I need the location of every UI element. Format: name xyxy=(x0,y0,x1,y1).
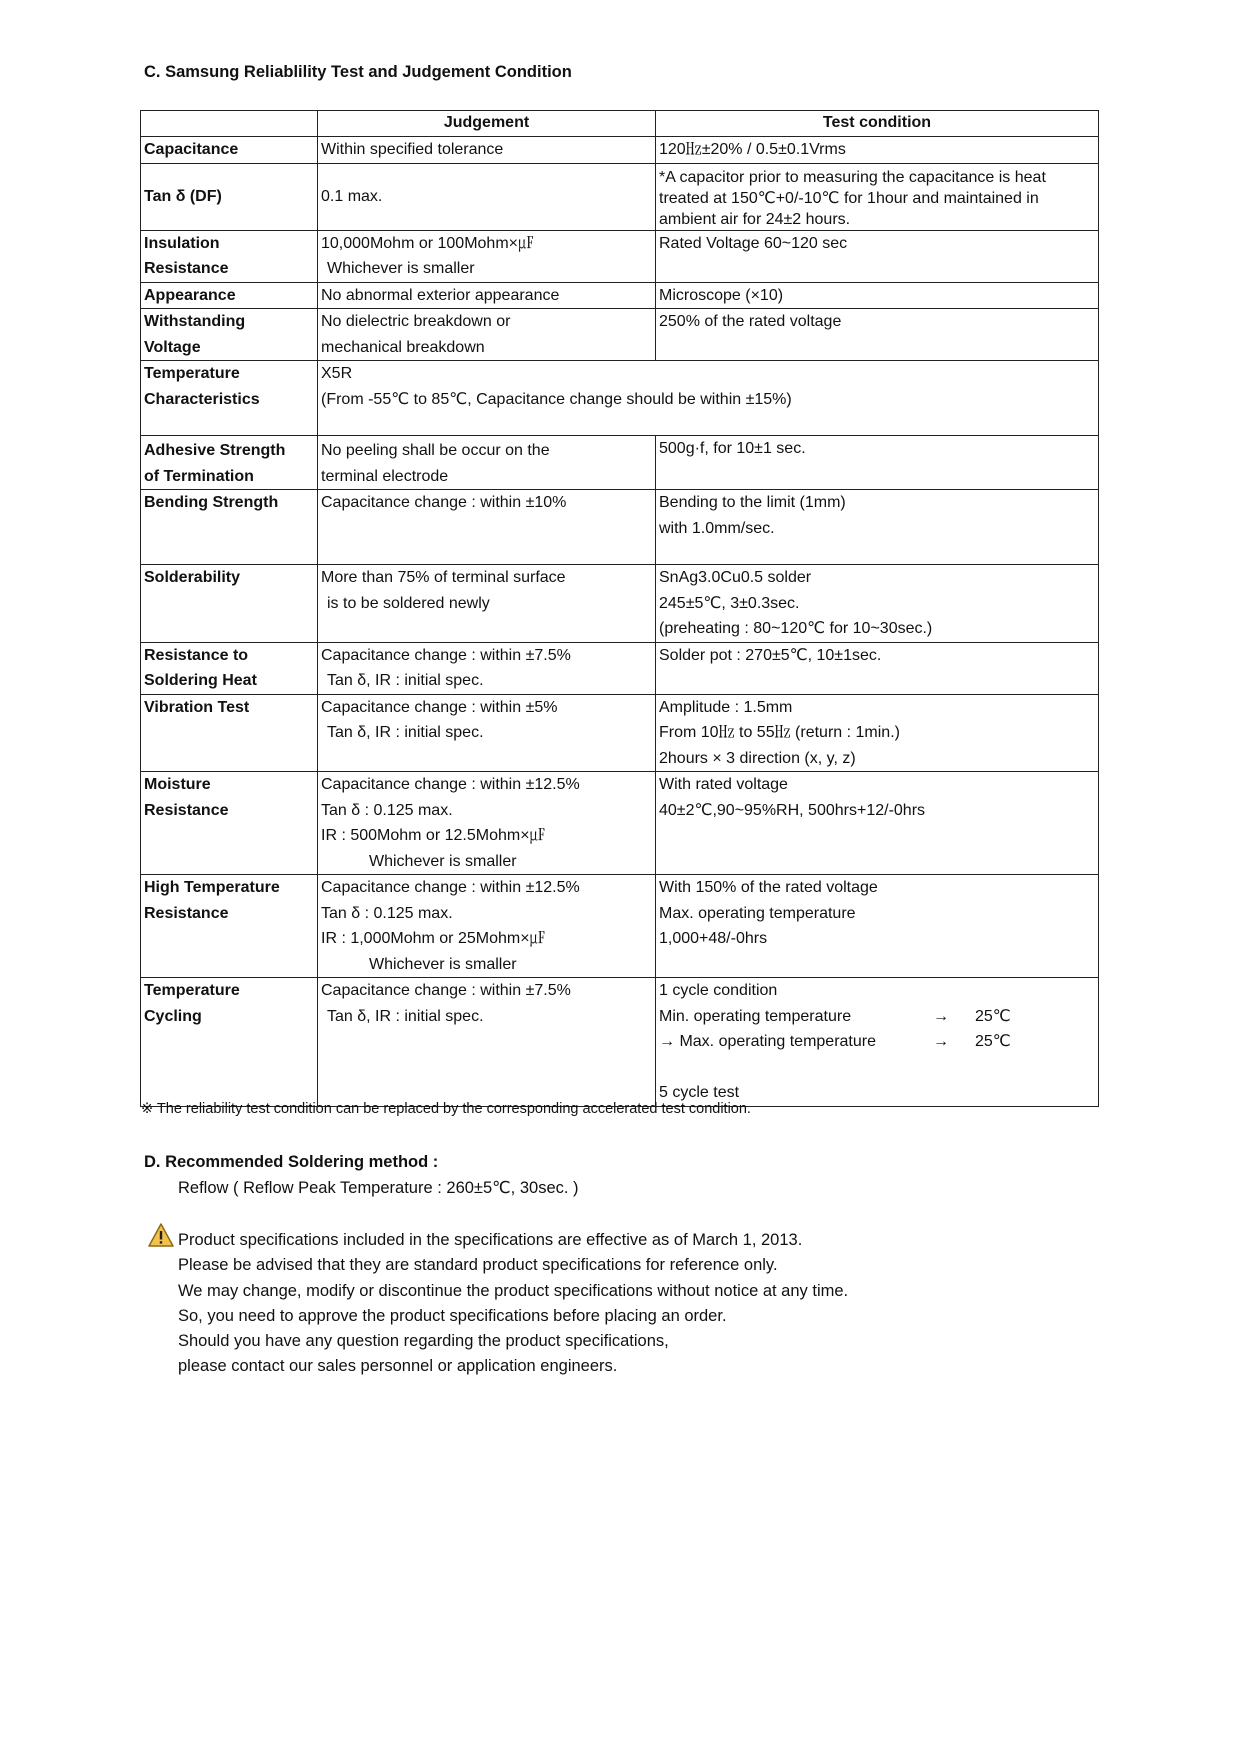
row-item: High Temperature Resistance xyxy=(141,875,318,978)
notice-line: Should you have any question regarding the product specifications, xyxy=(178,1332,669,1351)
row-judgement: Capacitance change : within ±7.5% Tan δ, IR : initial spec. xyxy=(318,978,656,1107)
header-judgement: Judgement xyxy=(318,111,656,137)
row-condition: Bending to the limit (1mm) with 1.0mm/sec. xyxy=(656,490,1099,565)
notice-text xyxy=(178,1228,848,1380)
row-item: Tan δ (DF) xyxy=(141,163,318,230)
row-item: Moisture Resistance xyxy=(141,772,318,875)
table-row xyxy=(141,772,1099,875)
row-item: Appearance xyxy=(141,282,318,309)
warning-icon xyxy=(148,1222,174,1248)
table-row xyxy=(141,978,1099,1107)
table-row xyxy=(141,875,1099,978)
header-item xyxy=(141,111,318,137)
row-condition: *A capacitor prior to measuring the capacitance is heat treated at 150℃+0/-10℃ for 1hour and maintained in ambient air for 24±2 hours. xyxy=(656,163,1099,230)
row-condition: 1 cycle condition Min. operating temperature → 25℃ → Max. operating temperature → 25℃ 5 cycle test xyxy=(656,978,1099,1107)
footnote: ※ The reliability test condition can be replaced by the corresponding accelerated test condition. xyxy=(141,1101,751,1117)
row-condition: 500g·f, for 10±1 sec. xyxy=(656,436,1099,490)
row-merged-spec: X5R (From -55℃ to 85℃, Capacitance change should be within ±15%) xyxy=(318,361,1099,436)
table-row xyxy=(141,436,1099,490)
row-item: Resistance to Soldering Heat xyxy=(141,642,318,694)
cycle-step-min: Min. operating temperature → 25℃ xyxy=(659,1007,1011,1025)
row-judgement: 0.1 max. xyxy=(318,163,656,230)
cycle-step-max: → Max. operating temperature → 25℃ xyxy=(659,1033,1011,1050)
header-test-condition: Test condition xyxy=(656,111,1099,137)
row-condition: With rated voltage 40±2℃,90~95%RH, 500hrs+12/-0hrs xyxy=(656,772,1099,875)
notice-line: Please be advised that they are standard product specifications for reference only. xyxy=(178,1256,778,1275)
row-judgement: Capacitance change : within ±7.5% Tan δ, IR : initial spec. xyxy=(318,642,656,694)
row-condition: Amplitude : 1.5mm From 10㎐ to 55㎐ (return : 1min.) 2hours × 3 direction (x, y, z) xyxy=(656,694,1099,772)
row-condition: 120㎐±20% / 0.5±0.1Vrms xyxy=(656,137,1099,164)
row-judgement: 10,000Mohm or 100Mohm×㎌ Whichever is smaller xyxy=(318,230,656,282)
row-judgement: Capacitance change : within ±12.5% Tan δ : 0.125 max. IR : 500Mohm or 12.5Mohm×㎌ Whichever is smaller xyxy=(318,772,656,875)
row-item: Withstanding Voltage xyxy=(141,309,318,361)
table-row xyxy=(141,230,1099,282)
notice-line: We may change, modify or discontinue the product specifications without notice at any time. xyxy=(178,1281,849,1300)
row-item: Temperature Cycling xyxy=(141,978,318,1107)
notice-line: Product specifications included in the specifications are effective as of March 1, 2013. xyxy=(178,1231,803,1249)
row-item: Bending Strength xyxy=(141,490,318,565)
row-condition: Microscope (×10) xyxy=(656,282,1099,309)
section-c-title: C. Samsung Reliablility Test and Judgement Condition xyxy=(144,63,572,81)
row-judgement: More than 75% of terminal surface is to be soldered newly xyxy=(318,565,656,643)
reliability-test-table xyxy=(140,110,1099,1107)
row-condition: SnAg3.0Cu0.5 solder 245±5℃, 3±0.3sec. (preheating : 80~120℃ for 10~30sec.) xyxy=(656,565,1099,643)
table-row xyxy=(141,163,1099,230)
table-row xyxy=(141,490,1099,565)
row-item: Capacitance xyxy=(141,137,318,164)
row-condition: With 150% of the rated voltage Max. operating temperature 1,000+48/-0hrs xyxy=(656,875,1099,978)
row-condition: 250% of the rated voltage xyxy=(656,309,1099,361)
notice-line: So, you need to approve the product specifications before placing an order. xyxy=(178,1306,727,1325)
row-item: Adhesive Strength of Termination xyxy=(141,436,318,490)
table-row xyxy=(141,282,1099,309)
table-row xyxy=(141,642,1099,694)
table-row xyxy=(141,565,1099,643)
row-judgement: Capacitance change : within ±10% xyxy=(318,490,656,565)
table-row xyxy=(141,694,1099,772)
section-d-title: D. Recommended Soldering method : xyxy=(144,1153,439,1171)
reflow-spec: Reflow ( Reflow Peak Temperature : 260±5℃, 30sec. ) xyxy=(178,1179,579,1197)
row-condition: Solder pot : 270±5℃, 10±1sec. xyxy=(656,642,1099,694)
row-item: Temperature Characteristics xyxy=(141,361,318,436)
row-item: Vibration Test xyxy=(141,694,318,772)
row-item: Solderability xyxy=(141,565,318,643)
table-row xyxy=(141,309,1099,361)
row-item: Insulation Resistance xyxy=(141,230,318,282)
table-row xyxy=(141,361,1099,436)
row-judgement: No abnormal exterior appearance xyxy=(318,282,656,309)
notice-line: please contact our sales personnel or application engineers. xyxy=(178,1357,618,1376)
row-judgement: No dielectric breakdown or mechanical breakdown xyxy=(318,309,656,361)
row-judgement: Capacitance change : within ±5% Tan δ, IR : initial spec. xyxy=(318,694,656,772)
row-judgement: Capacitance change : within ±12.5% Tan δ : 0.125 max. IR : 1,000Mohm or 25Mohm×㎌ Whichever is smaller xyxy=(318,875,656,978)
table-header-row xyxy=(141,111,1099,137)
row-judgement: Within specified tolerance xyxy=(318,137,656,164)
row-judgement: No peeling shall be occur on the terminal electrode xyxy=(318,436,656,490)
table-row xyxy=(141,137,1099,164)
row-condition: Rated Voltage 60~120 sec xyxy=(656,230,1099,282)
